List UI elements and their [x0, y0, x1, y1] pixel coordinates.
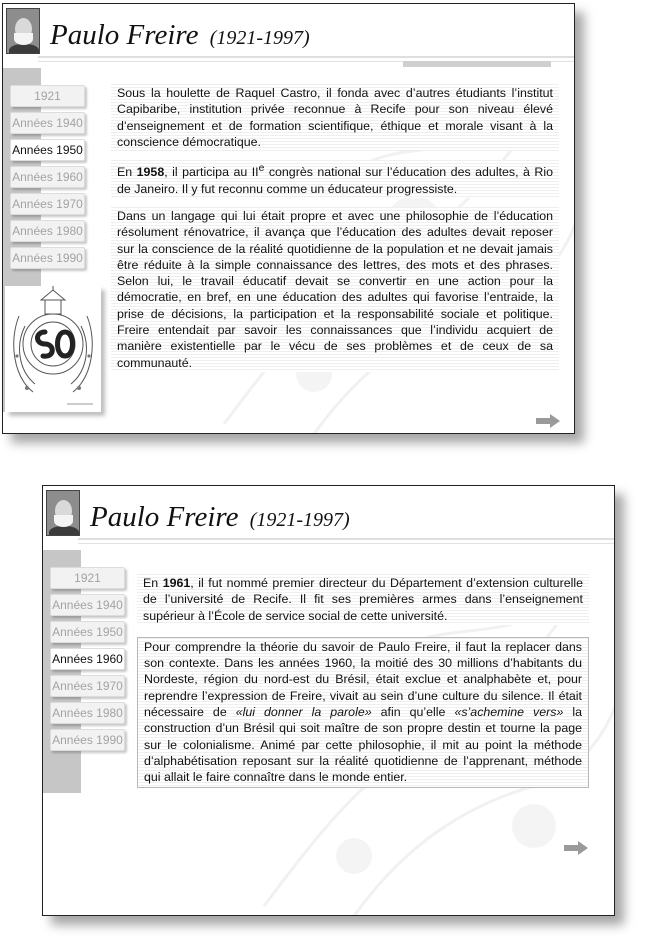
paragraph-philosophy: Dans un langage qui lui était propre et avec une philosophie de l’éducation résolument rénovatrice, il avança que l’éducation des adultes devait reposer sur la conscience de la réalité quotidienne de la population et ne devait jamais être réduite à la simple connaissance des lettres, des mots et des phrases. Selon lui, le travail éducatif devait se convertir en une action pour la démocratie, en bref, en une éducation des adultes qui favorise l’entraide, la prise de décisions, la participation et la responsabilité sociale et politique. Freire entendait par savoir les connaissances que l’individu acquiert de manière existentielle par le vécu de ses problèmes et de ceux de sa communauté. [111, 207, 559, 372]
paragraph-capibaribe: Sous la houlette de Raquel Castro, il fonda avec d’autres étudiants l’institut Capibaribe, institution privée reconnue à Recife pour son niveau élevé d’enseignement et de formation scientifique, éthique et morale visant à la conscience démocratique. [111, 84, 559, 151]
arrow-right-icon[interactable] [536, 414, 560, 428]
nav-item-1960s[interactable]: Années 1960 [10, 166, 85, 188]
nav-item-1990s[interactable]: Années 1990 [10, 247, 85, 269]
arrow-right-icon[interactable] [564, 841, 588, 855]
nav-item-1940s[interactable]: Années 1940 [50, 594, 125, 616]
quote-s-acheminer-vers: «s’achemine vers» [454, 705, 564, 720]
nav-item-1921[interactable]: 1921 [50, 567, 125, 589]
nav-item-1940s[interactable]: Années 1940 [10, 112, 85, 134]
page-title: Paulo Freire (1921-1997) [50, 19, 310, 51]
slide-panel-1960s [42, 485, 615, 916]
quote-donner-la-parole: «lui donner la parole» [235, 705, 372, 720]
portrait-image [46, 490, 80, 536]
nav-item-1980s[interactable]: Années 1980 [10, 220, 85, 242]
university-seal-image [5, 286, 101, 412]
header-rule [78, 538, 615, 540]
nav-item-1950s[interactable]: Années 1950 [50, 621, 125, 643]
paragraph-1958: En 1958, il participa au IIe congrès national sur l’éducation des adultes, à Rio de Janeiro. Il y fut reconnu comme un éducateur progressiste. [111, 160, 559, 198]
year-highlight: 1958 [136, 165, 165, 180]
page-title: Paulo Freire (1921-1997) [90, 501, 350, 533]
slide-panel-1950s [2, 3, 575, 434]
nav-item-1960s[interactable]: Années 1960 [50, 648, 125, 670]
portrait-image [6, 8, 40, 54]
slide-text [137, 574, 589, 797]
nav-item-1921[interactable]: 1921 [10, 85, 85, 107]
header-accent-bar [403, 61, 551, 67]
nav-item-1990s[interactable]: Années 1990 [50, 729, 125, 751]
year-highlight: 1961 [162, 576, 191, 590]
decade-nav [50, 567, 125, 756]
paragraph-context: Pour comprendre la théorie du savoir de Paulo Freire, il faut la replacer dans son contexte. Dans les années 1960, la moitié des 30 millions d’habitants du Nordeste, région du nord-est du Brésil, était exclue et analphabète et, pour reprendre l’expression de Freire, vivait au sein d’une culture du silence. Il était nécessaire de «lui donner la parole» afin qu’elle «s’achemine vers» la construction d’un Brésil qui soit maître de son propre destin et tourne la page sur le colonialisme. Animé par cette philosophie, il mit au point la méthode d’alphabétisation reposant sur la réalité quotidienne de l’apprenant, méthode qui allait le faire connaître dans le monde entier. [137, 637, 589, 788]
nav-item-1980s[interactable]: Années 1980 [50, 702, 125, 724]
decade-nav [10, 85, 85, 274]
paragraph-1961: En 1961, il fut nommé premier directeur du Département d’extension culturelle de l’université de Recife. Il fit ses premières armes dans l’enseignement supérieur à l’École de service social de cette université. [137, 574, 589, 625]
nav-item-1970s[interactable]: Années 1970 [50, 675, 125, 697]
slide-text [111, 84, 559, 381]
header-rule-thin [78, 543, 615, 544]
nav-item-1970s[interactable]: Années 1970 [10, 193, 85, 215]
header-rule [38, 56, 575, 58]
nav-item-1950s[interactable]: Années 1950 [10, 139, 85, 161]
